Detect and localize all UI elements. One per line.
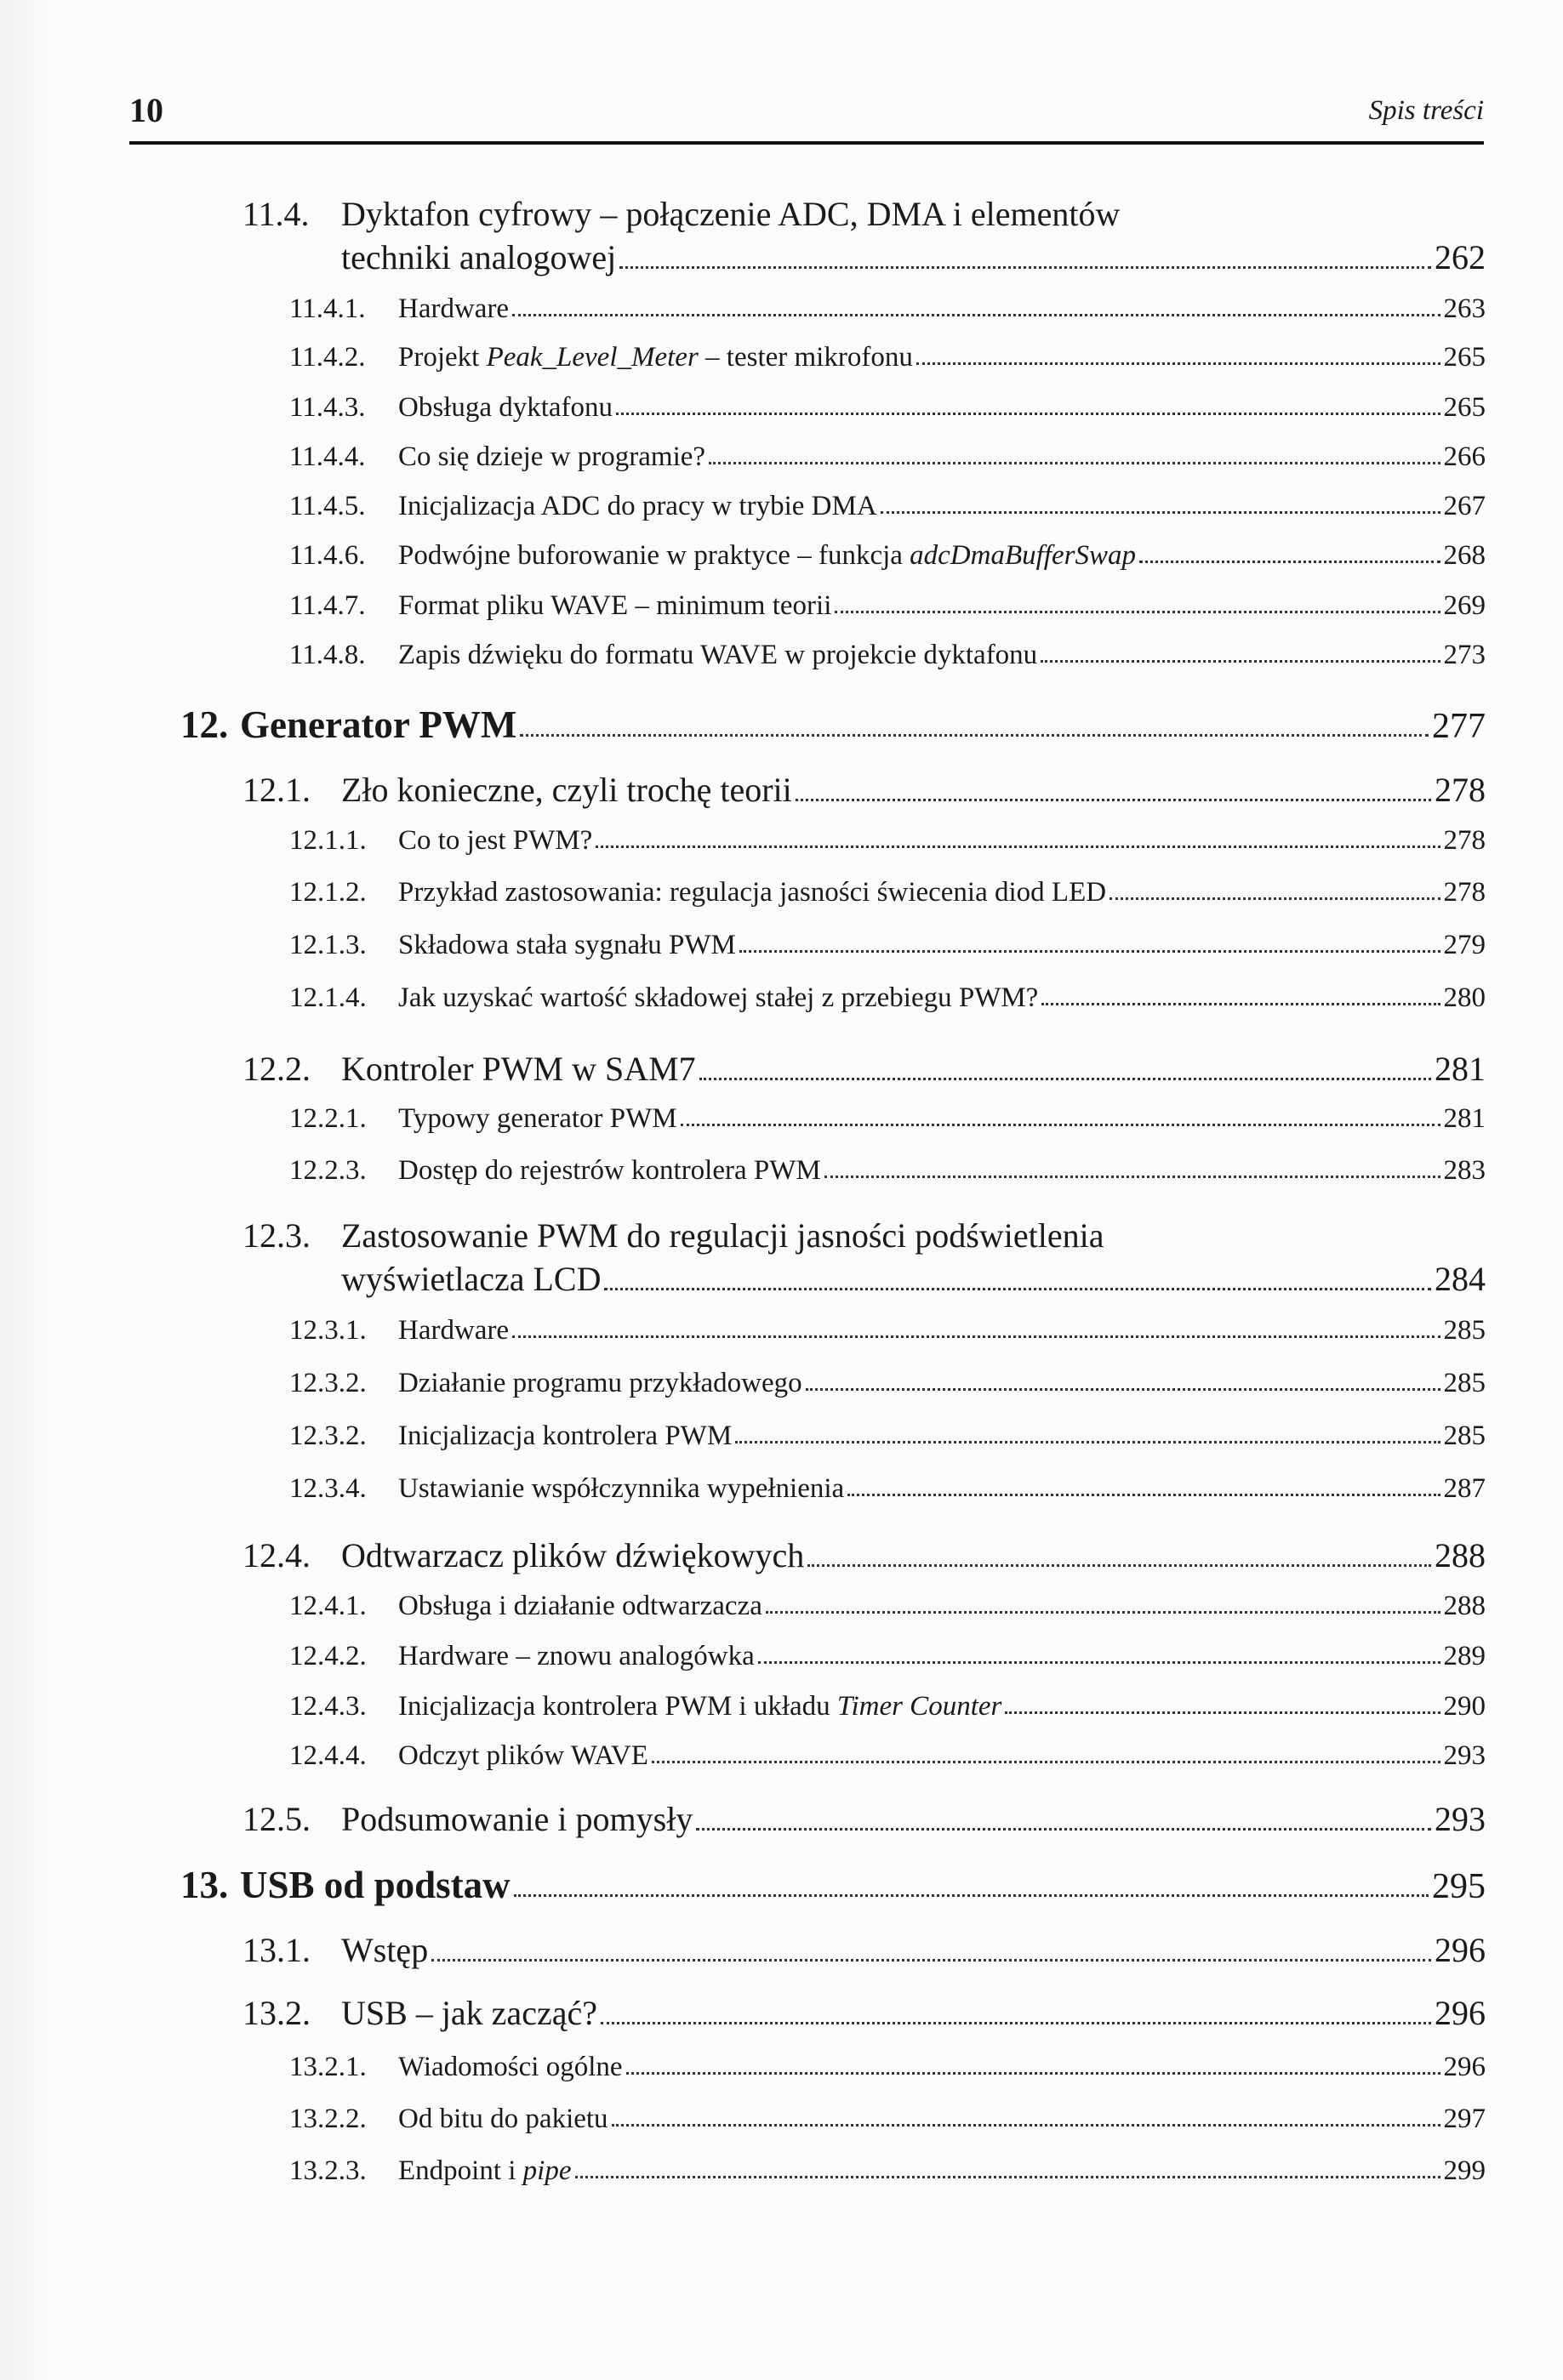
toc-entry-level-3 <box>289 930 1486 961</box>
toc-entry-page: 297 <box>1443 2104 1486 2134</box>
dot-leader <box>681 1124 1440 1126</box>
toc-entry-number: 12.3.2. <box>289 1368 367 1398</box>
toc-entry-level-2 <box>242 770 1486 810</box>
dot-leader <box>616 413 1440 415</box>
toc-entry-title-part: Endpoint i <box>398 2155 523 2186</box>
toc-entry-level-3 <box>289 825 1486 857</box>
toc-entry-title: USB – jak zacząć? <box>341 1994 597 2032</box>
toc-entry-title: Hardware – znowu analogówka <box>398 1641 755 1671</box>
toc-entry-level-3 <box>289 1421 1486 1452</box>
dot-leader <box>847 1494 1440 1496</box>
toc-entry-level-3 <box>289 590 1486 622</box>
toc-entry-number: 13. <box>180 1864 229 1906</box>
toc-entry-title: Od bitu do pakietu <box>398 2104 608 2134</box>
dot-leader <box>699 1078 1431 1080</box>
toc-entry-title-part: Projekt <box>398 342 487 373</box>
dot-leader <box>758 1661 1440 1664</box>
toc-entry-number: 12.5. <box>242 1800 311 1838</box>
toc-entry-title-part: – tester mikrofonu <box>698 342 913 373</box>
dot-leader <box>514 1894 1429 1897</box>
page-number: 10 <box>129 91 163 129</box>
toc-entry-page: 285 <box>1443 1421 1486 1451</box>
toc-entry-title: USB od podstaw <box>240 1864 511 1906</box>
dot-leader <box>835 611 1440 613</box>
toc-entry-page: 279 <box>1443 930 1486 960</box>
toc-entry-level-2 <box>242 1535 1486 1575</box>
dot-leader <box>806 1388 1440 1391</box>
toc-entry-number: 13.2.2. <box>289 2104 367 2134</box>
toc-entry-title: Odtwarzacz plików dźwiękowych <box>341 1536 805 1574</box>
toc-entry-page: 278 <box>1443 877 1486 908</box>
dot-leader <box>612 2124 1440 2127</box>
toc-entry-title-italic: adcDmaBufferSwap <box>910 540 1136 571</box>
toc-entry-title: Format pliku WAVE – minimum teorii <box>398 590 832 621</box>
toc-entry-number: 12.2.3. <box>289 1155 367 1186</box>
toc-entry-number: 12.4.3. <box>289 1691 367 1722</box>
toc-entry-level-3 <box>289 1315 1486 1347</box>
dot-leader <box>431 1959 1431 1962</box>
toc-entry-page: 265 <box>1443 342 1486 373</box>
toc-entry-level-3 <box>289 1368 1486 1399</box>
dot-leader <box>1041 1003 1440 1005</box>
toc-entry-title: Wstęp <box>341 1931 429 1969</box>
toc-entry-number: 13.1. <box>242 1931 311 1969</box>
dot-leader <box>696 1828 1431 1831</box>
toc-entry-title: Typowy generator PWM <box>398 1103 677 1134</box>
toc-entry-title-italic: Timer Counter <box>836 1691 1002 1722</box>
toc-entry-level-3 <box>289 2052 1486 2083</box>
toc-entry-page: 265 <box>1443 392 1486 423</box>
toc-entry-level-3 <box>289 491 1486 522</box>
toc-entry-page: 296 <box>1435 1931 1486 1969</box>
toc-entry-page: 283 <box>1443 1155 1486 1186</box>
toc-entry-number: 13.2. <box>242 1994 311 2032</box>
toc-entry-page: 284 <box>1435 1260 1486 1298</box>
dot-leader <box>1139 561 1440 563</box>
toc-entry-title <box>398 540 1136 572</box>
toc-entry-page: 273 <box>1443 640 1486 670</box>
toc-entry-page: 281 <box>1443 1103 1486 1134</box>
dot-leader <box>626 2072 1440 2075</box>
toc-entry-page: 285 <box>1443 1368 1486 1398</box>
toc-entry-page: 296 <box>1435 1994 1486 2032</box>
toc-entry-number: 12. <box>180 703 229 746</box>
toc-entry-page: 289 <box>1443 1641 1486 1671</box>
toc-entry-level-3 <box>289 1691 1486 1722</box>
toc-entry-number: 12.3.1. <box>289 1315 367 1346</box>
toc-entry-number: 11.4.6. <box>289 540 366 571</box>
toc-entry-page: 281 <box>1435 1050 1486 1088</box>
dot-leader <box>807 1564 1431 1567</box>
toc-entry-level-2 <box>242 1930 1486 1970</box>
dot-leader <box>512 1335 1440 1338</box>
toc-entry-number: 11.4.2. <box>289 342 366 373</box>
toc-entry-page: 268 <box>1443 540 1486 571</box>
toc-entry-title: Ustawianie współczynnika wypełnienia <box>398 1473 845 1504</box>
toc-entry-level-2 <box>242 1049 1486 1089</box>
toc-entry-number: 12.4.1. <box>289 1591 367 1621</box>
toc-entry-title-part: Podwójne buforowanie w praktyce – funkcja <box>398 540 910 571</box>
toc-entry-title: Obsługa dyktafonu <box>398 392 613 423</box>
dot-leader <box>596 846 1440 848</box>
toc-entry-level-3 <box>289 441 1486 473</box>
dot-leader <box>881 511 1440 514</box>
toc-entry-title: Hardware <box>398 1315 510 1346</box>
toc-entry-page: 293 <box>1443 1740 1486 1771</box>
toc-entry-level-3 <box>289 982 1486 1014</box>
toc-entry-number: 12.4.4. <box>289 1740 367 1771</box>
toc-entry-level-3 <box>289 2104 1486 2135</box>
dot-leader <box>652 1761 1440 1763</box>
toc-entry-level-2 <box>242 1216 1486 1299</box>
toc-entry-number: 12.4.2. <box>289 1641 367 1671</box>
toc-entry-level-3 <box>289 342 1486 373</box>
dot-leader <box>1041 660 1440 663</box>
toc-entry-title: Działanie programu przykładowego <box>398 1368 802 1398</box>
toc-entry-title: Zastosowanie PWM do regulacji jasności podświetlenia <box>341 1216 1104 1255</box>
dot-leader <box>575 2176 1440 2178</box>
toc-entry-title: Odczyt plików WAVE <box>398 1740 648 1771</box>
toc-entry-level-3 <box>289 1155 1486 1187</box>
toc-entry-title-italic: pipe <box>522 2155 572 2186</box>
toc-entry-title: Zapis dźwięku do formatu WAVE w projekcie dyktafonu <box>398 640 1038 670</box>
toc-entry-number: 12.1. <box>242 771 311 809</box>
toc-entry-title: Co to jest PWM? <box>398 825 593 856</box>
dot-leader <box>1110 897 1440 900</box>
toc-entry-level-3 <box>289 1473 1486 1505</box>
toc-entry-page: 299 <box>1443 2155 1486 2186</box>
toc-entry-title <box>398 342 913 373</box>
toc-entry-title: Przykład zastosowania: regulacja jasności świecenia diod LED <box>398 877 1107 908</box>
toc-entry-number: 12.2.1. <box>289 1103 367 1134</box>
toc-entry-level-3 <box>289 392 1486 424</box>
toc-entry-title <box>398 1691 1001 1722</box>
dot-leader <box>766 1611 1440 1614</box>
toc-entry-page: 295 <box>1432 1867 1486 1906</box>
toc-entry-level-2 <box>242 1993 1486 2033</box>
toc-entry-page: 278 <box>1443 825 1486 856</box>
dot-leader <box>735 1441 1440 1443</box>
toc-entry-title-continuation: wyświetlacza LCD <box>341 1260 602 1298</box>
toc-entry-number: 12.1.2. <box>289 877 367 908</box>
toc-entry-level-3 <box>289 1591 1486 1622</box>
toc-entry-title: Generator PWM <box>240 703 517 746</box>
toc-entry-title-part: Inicjalizacja kontrolera PWM i układu <box>398 1691 837 1722</box>
running-title: Spis treści <box>1368 95 1484 126</box>
toc-entry-page: 278 <box>1435 771 1486 809</box>
toc-entry-title: Inicjalizacja kontrolera PWM <box>398 1421 733 1451</box>
toc-entry-title: Jak uzyskać wartość składowej stałej z przebiegu PWM? <box>398 982 1039 1013</box>
toc-entry-number: 11.4.7. <box>289 590 366 621</box>
toc-entry-level-3 <box>289 1103 1486 1135</box>
toc-entry-title: Co się dzieje w programie? <box>398 441 706 472</box>
toc-entry-title: Zło konieczne, czyli trochę teorii <box>341 771 792 809</box>
dot-leader <box>512 314 1440 316</box>
toc-entry-number: 11.4.4. <box>289 441 366 472</box>
dot-leader <box>520 734 1429 737</box>
dot-leader <box>1005 1711 1440 1714</box>
dot-leader <box>796 799 1431 801</box>
toc-entry-number: 12.3. <box>242 1216 311 1255</box>
toc-entry-level-3 <box>289 540 1486 572</box>
toc-entry-level-3 <box>289 1740 1486 1772</box>
toc-entry-title: Hardware <box>398 293 510 324</box>
toc-entry-title-italic: Peak_Level_Meter <box>486 342 699 373</box>
toc-entry-number: 13.2.3. <box>289 2155 367 2186</box>
toc-entry-page: 280 <box>1443 982 1486 1013</box>
toc-entry-title: Inicjalizacja ADC do pracy w trybie DMA <box>398 491 877 521</box>
toc-entry-number: 12.1.3. <box>289 930 367 960</box>
toc-entry-page: 285 <box>1443 1315 1486 1346</box>
toc-entry-number: 13.2.1. <box>289 2052 367 2082</box>
toc-entry-number: 11.4.1. <box>289 293 366 324</box>
toc-entry-title: Dostęp do rejestrów kontrolera PWM <box>398 1155 821 1186</box>
dot-leader <box>916 362 1440 365</box>
toc-entry-level-2 <box>242 194 1486 277</box>
toc-entry-title: Kontroler PWM w SAM7 <box>341 1050 696 1088</box>
toc-entry-number: 12.3.4. <box>289 1473 367 1504</box>
toc-entry-title: Obsługa i działanie odtwarzacza <box>398 1591 762 1621</box>
toc-entry-title: Podsumowanie i pomysły <box>341 1800 693 1838</box>
toc-entry-page: 269 <box>1443 590 1486 621</box>
toc-entry-level-1 <box>180 1863 1486 1907</box>
dot-leader <box>739 950 1440 953</box>
toc-entry-number: 12.1.1. <box>289 825 367 856</box>
dot-leader <box>709 462 1440 464</box>
toc-entry-level-2 <box>242 1799 1486 1839</box>
toc-entry-level-3 <box>289 293 1486 325</box>
toc-entry-number: 11.4. <box>242 195 310 233</box>
toc-entry-number: 12.4. <box>242 1536 311 1574</box>
toc-entry-page: 287 <box>1443 1473 1486 1504</box>
dot-leader <box>824 1176 1440 1178</box>
toc-entry-number: 11.4.5. <box>289 491 366 521</box>
toc-entry-level-3 <box>289 877 1486 908</box>
toc-entry-number: 12.1.4. <box>289 982 367 1013</box>
toc-entry-page: 288 <box>1435 1536 1486 1574</box>
toc-entry-page: 263 <box>1443 293 1486 324</box>
toc-entry-page: 288 <box>1443 1591 1486 1621</box>
dot-leader <box>619 266 1431 269</box>
toc-entry-page: 277 <box>1432 707 1486 746</box>
toc-entry-number: 12.2. <box>242 1050 311 1088</box>
dot-leader <box>604 1288 1431 1290</box>
toc-entry-level-3 <box>289 1641 1486 1672</box>
toc-entry-page: 290 <box>1443 1691 1486 1722</box>
toc-entry-page: 266 <box>1443 441 1486 472</box>
toc-entry-level-3 <box>289 2155 1486 2187</box>
toc-entry-level-1 <box>180 703 1486 747</box>
dot-leader <box>601 2022 1431 2024</box>
toc-entry-number: 12.3.2. <box>289 1421 367 1451</box>
toc-entry-page: 296 <box>1443 2052 1486 2082</box>
toc-entry-title: Dyktafon cyfrowy – połączenie ADC, DMA i elementów <box>341 195 1121 233</box>
toc-entry-title-continuation: techniki analogowej <box>341 238 617 276</box>
toc-entry-page: 262 <box>1435 238 1486 276</box>
toc-entry-page: 267 <box>1443 491 1486 521</box>
toc-entry-title <box>398 2155 572 2187</box>
toc-entry-number: 11.4.8. <box>289 640 366 670</box>
toc-entry-page: 293 <box>1435 1800 1486 1838</box>
toc-entry-title: Składowa stała sygnału PWM <box>398 930 736 960</box>
toc-entry-number: 11.4.3. <box>289 392 366 423</box>
toc-entry-level-3 <box>289 640 1486 671</box>
toc-entry-title: Wiadomości ogólne <box>398 2052 623 2082</box>
